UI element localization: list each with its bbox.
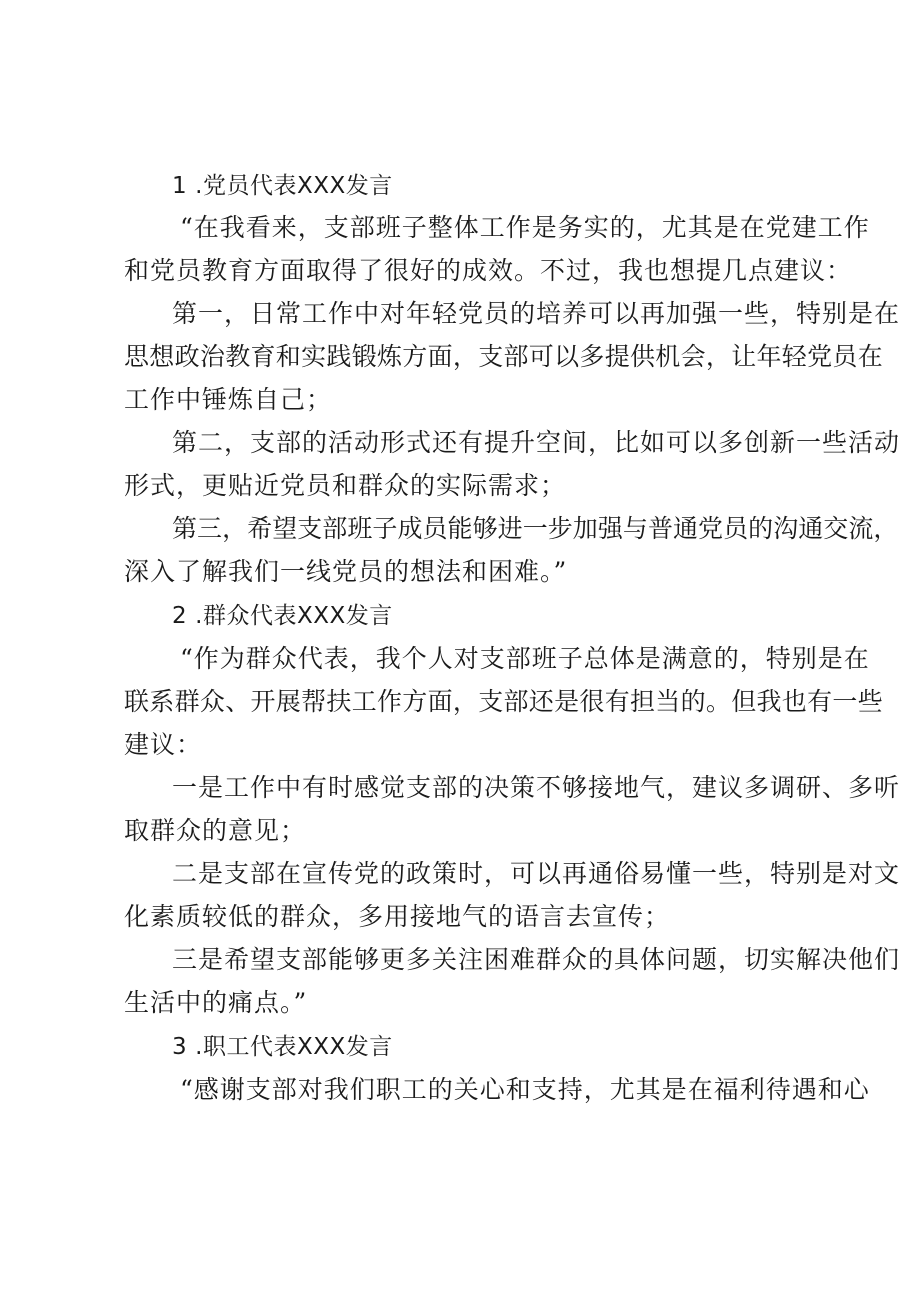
section-2-heading: [172, 600, 393, 632]
section-3-title: .职工代表XXX发言: [195, 1034, 393, 1060]
section-3-number: 3: [172, 1034, 188, 1060]
section-2-number: 2: [172, 603, 188, 629]
section-1-title: .党员代表XXX发言: [195, 173, 393, 199]
section-2-line-7: 化素质较低的群众，多用接地气的语言去宣传；: [124, 902, 671, 931]
section-1-line-3: 第一，日常工作中对年轻党员的培养可以再加强一些，特别是在: [172, 299, 901, 328]
section-1-number: 1: [172, 173, 188, 199]
section-2-line-9: 生活中的痛点。”: [124, 988, 308, 1017]
section-1-line-8: 第三，希望支部班子成员能够进一步加强与普通党员的沟通交流，: [172, 514, 899, 543]
section-2-line-2: 联系群众、开展帮扶工作方面，支部还是很有担当的。但我也有一些: [124, 687, 884, 716]
section-1-line-4: 思想政治教育和实践锻炼方面，支部可以多提供机会，让年轻党员在: [124, 342, 884, 371]
section-3-heading: [172, 1031, 393, 1063]
section-2-line-6: 二是支部在宣传党的政策时，可以再通俗易懂一些，特别是对文: [172, 859, 901, 888]
section-1-line-2: 和党员教育方面取得了很好的成效。不过，我也想提几点建议：: [124, 256, 853, 285]
section-1-line-5: 工作中锤炼自己；: [124, 385, 333, 414]
section-2-line-5: 取群众的意见；: [124, 816, 307, 845]
section-1-heading: [172, 170, 393, 202]
section-2-title: .群众代表XXX发言: [195, 603, 393, 629]
section-2-line-8: 三是希望支部能够更多关注困难群众的具体问题，切实解决他们: [172, 945, 901, 974]
section-1-line-7: 形式，更贴近党员和群众的实际需求；: [124, 471, 567, 500]
section-1-line-1: “在我看来，支部班子整体工作是务实的，尤其是在党建工作: [180, 213, 870, 242]
section-2-line-1: “作为群众代表，我个人对支部班子总体是满意的，特别是在: [180, 644, 870, 673]
section-2-line-4: 一是工作中有时感觉支部的决策不够接地气，建议多调研、多听: [172, 773, 901, 802]
section-2-line-3: 建议：: [124, 730, 203, 759]
section-3-line-1: “感谢支部对我们职工的关心和支持，尤其是在福利待遇和心: [180, 1075, 870, 1104]
section-1-line-6: 第二，支部的活动形式还有提升空间，比如可以多创新一些活动: [172, 428, 901, 457]
section-1-line-9: 深入了解我们一线党员的想法和困难。”: [124, 557, 568, 586]
